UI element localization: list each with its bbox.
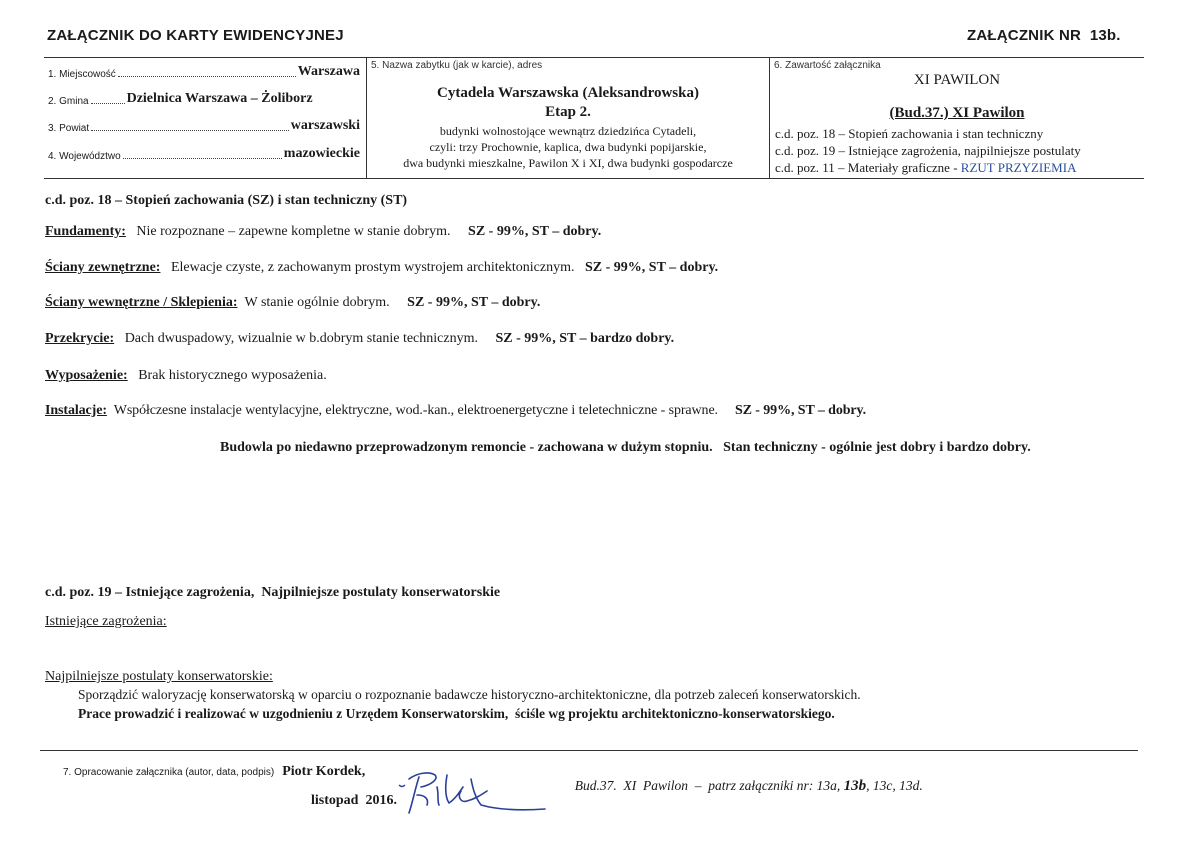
monument-name: Cytadela Warszawska (Aleksandrowska) [437,85,699,101]
item-rating: SZ - 99%, ST – dobry. [407,295,541,310]
footer-label: 7. Opracowanie załącznika (autor, data, podpis) [63,767,275,778]
monument-desc-line: dwa budynki mieszkalne, Pawilon X i XI, dwa budynki gospodarcze [403,156,733,170]
signature [395,765,555,825]
item-rating: SZ - 99%, ST – dobry. [468,224,602,239]
field-wojewodztwo [48,146,360,162]
monument-desc-line: czyli: trzy Prochownie, kaplica, dwa budynki popijarskie, [429,140,707,154]
threats-label: Istniejące zagrożenia: [45,614,167,629]
item-przekrycie [45,331,674,347]
monument-box [366,57,770,179]
footer-divider [40,750,1138,751]
monument-stage: Etap 2. [545,104,591,120]
section18-title: c.d. poz. 18 – Stopień zachowania (SZ) i stan techniczny (ST) [45,193,408,208]
item-text: Współczesne instalacje wentylacyjne, elektryczne, wod.-kan., elektroenergetyczne i teletechniczne - sprawne. [113,403,718,418]
contents-highlight: RZUT PRZYZIEMIA [960,160,1077,175]
footer-author-line [63,762,365,780]
item-rating: SZ - 99%, ST – dobry. [585,260,719,275]
contents-title: XI PAWILON [913,72,1001,88]
monument-desc-line: budynki wolnostojące wewnątrz dziedzińca Cytadeli, [439,124,697,138]
item-wyposazenie [45,368,327,384]
item-text: Brak historycznego wyposażenia. [138,368,327,383]
footer-ref-bold: 13b [843,778,867,794]
section18-summary: Budowla po niedawno przeprowadzonym remoncie - zachowana w dużym stopniu. Stan techniczny - ogólnie jest dobry i bardzo dobry. [220,440,1031,455]
contents-line: c.d. poz. 18 – Stopień zachowania i stan techniczny [775,126,1044,141]
item-label: Ściany zewnętrzne: [45,260,161,275]
footer-date: listopad 2016. [311,793,397,808]
field-powiat [48,118,360,134]
item-text: Elewacje czyste, z zachowanym prostym wystrojem architektonicznym. [170,260,575,275]
field-value: Warszawa [297,64,360,79]
contents-box [769,57,1144,179]
item-label: Instalacje: [45,403,107,418]
item-text: Nie rozpoznane – zapewne kompletne w stanie dobrym. [136,224,451,239]
item-sciany-zewnetrzne [45,260,718,276]
section19-title: c.d. poz. 19 – Istniejące zagrożenia, Najpilniejsze postulaty konserwatorskie [45,585,501,600]
postulate-1: Sporządzić waloryzację konserwatorską w oparciu o rozpoznanie badawcze historyczno-architektoniczne, dla potrzeb zaleceń konserwatorskich. [78,687,861,702]
item-text: Dach dwuspadowy, wizualnie w b.dobrym stanie technicznym. [124,331,478,346]
item-rating: SZ - 99%, ST – dobry. [734,403,867,418]
item-instalacje [45,403,866,419]
field-value: warszawski [290,118,360,133]
contents-label: 6. Zawartość załącznika [774,60,881,71]
monument-label: 5. Nazwa zabytku (jak w karcie), adres [371,60,543,71]
item-label: Przekrycie: [45,331,115,346]
contents-subtitle: (Bud.37.) XI Pawilon [889,105,1025,121]
attachment-number [967,27,1121,44]
postulates-label: Najpilniejsze postulaty konserwatorskie: [45,669,273,684]
field-label: 3. Powiat [48,123,90,134]
footer-author: Piotr Kordek, [282,764,366,779]
field-gmina [48,91,360,107]
attachment-number-value: 13b. [1089,27,1121,44]
document-title: ZAŁĄCZNIK DO KARTY EWIDENCYJNEJ [47,27,344,44]
field-label: 1. Miejscowość [48,69,116,80]
field-label: 4. Województwo [48,151,121,162]
contents-line: c.d. poz. 19 – Istniejące zagrożenia, najpilniejsze postulaty [775,143,1081,158]
field-value: Dzielnica Warszawa – Żoliborz [126,91,313,106]
item-sciany-wewnetrzne [45,295,540,311]
item-text: W stanie ogólnie dobrym. [244,295,390,310]
contents-line: c.d. poz. 11 – Materiały graficzne - RZUT PRZYZIEMIA [775,160,1077,175]
item-label: Ściany wewnętrzne / Sklepienia: [45,295,238,310]
attachment-number-label: ZAŁĄCZNIK NR [967,27,1082,44]
item-rating: SZ - 99%, ST – bardzo dobry. [495,331,675,346]
location-box [44,57,367,179]
item-label: Fundamenty: [45,224,126,239]
field-value: mazowieckie [283,146,360,161]
field-miejscowosc [48,64,360,80]
item-label: Wyposażenie: [45,368,128,383]
postulate-2: Prace prowadzić i realizować w uzgodnieniu z Urzędem Konserwatorskim, ściśle wg projektu architektoniczno-konserwatorskiego. [78,706,835,721]
item-fundamenty [45,224,601,240]
footer-reference: Bud.37. XI Pawilon – patrz załączniki nr: 13a, 13b, 13c, 13d. [574,778,923,794]
field-label: 2. Gmina [48,96,89,107]
